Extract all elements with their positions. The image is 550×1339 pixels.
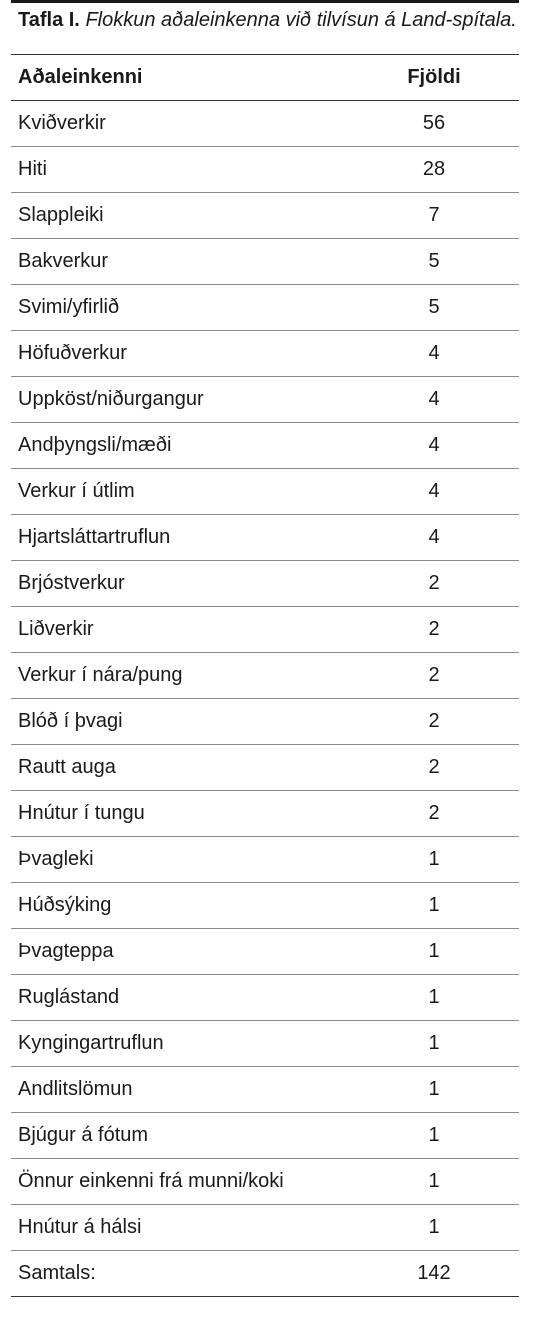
table-row [11, 1113, 519, 1159]
table-caption [11, 0, 519, 54]
symptom-count: 5 [428, 250, 440, 272]
symptom-name: Blóð í þvagi [18, 710, 123, 732]
symptom-name: Liðverkir [18, 618, 94, 640]
symptom-count: 2 [428, 618, 440, 640]
symptom-count: 2 [428, 664, 440, 686]
table-row [11, 239, 519, 285]
symptom-name: Hjartsláttartruflun [18, 526, 171, 548]
symptom-name: Svimi/yfirlið [18, 296, 120, 318]
total-row [11, 1251, 519, 1297]
table-row [11, 791, 519, 837]
table-row [11, 745, 519, 791]
symptom-name: Hiti [18, 158, 47, 180]
symptom-count: 1 [428, 848, 440, 870]
symptom-name: Rautt auga [18, 756, 116, 778]
symptom-count: 2 [428, 710, 440, 732]
symptom-table [11, 0, 519, 1297]
symptom-count: 1 [428, 894, 440, 916]
table-row [11, 1021, 519, 1067]
symptom-count: 2 [428, 802, 440, 824]
table-row [11, 1159, 519, 1205]
symptom-count: 4 [428, 480, 440, 502]
column-header-symptom: Aðaleinkenni [18, 66, 143, 88]
symptom-count: 28 [422, 158, 446, 180]
symptom-name: Höfuðverkur [18, 342, 127, 364]
table-row [11, 423, 519, 469]
symptom-name: Þvagteppa [18, 940, 114, 962]
symptom-name: Ruglástand [18, 986, 120, 1008]
symptom-count: 4 [428, 388, 440, 410]
symptom-count: 1 [428, 1170, 440, 1192]
symptom-count: 1 [428, 1124, 440, 1146]
symptom-name: Andlitslömun [18, 1078, 133, 1100]
table-row [11, 699, 519, 745]
symptom-name: Hnútur í tungu [18, 802, 145, 824]
symptom-name: Kyngingartruflun [18, 1032, 164, 1054]
symptom-name: Önnur einkenni frá munni/koki [18, 1170, 284, 1192]
caption-text: Flokkun aðaleinkenna við tilvísun á Land-spítala. [85, 9, 517, 31]
table-row [11, 377, 519, 423]
table-row [11, 837, 519, 883]
table-row [11, 975, 519, 1021]
symptom-count: 4 [428, 526, 440, 548]
symptom-name: Bjúgur á fótum [18, 1124, 149, 1146]
table-header [11, 54, 519, 101]
symptom-name: Slappleiki [18, 204, 104, 226]
table-body [11, 101, 519, 1251]
symptom-count: 1 [428, 1032, 440, 1054]
symptom-name: Þvagleki [18, 848, 94, 870]
total-count: 142 [417, 1262, 451, 1284]
symptom-name: Kviðverkir [18, 112, 106, 134]
symptom-name: Verkur í nára/pung [18, 664, 183, 686]
symptom-name: Brjóstverkur [18, 572, 125, 594]
symptom-count: 56 [422, 112, 446, 134]
symptom-count: 4 [428, 342, 440, 364]
symptom-name: Uppköst/niðurgangur [18, 388, 204, 410]
table-row [11, 883, 519, 929]
symptom-name: Hnútur á hálsi [18, 1216, 142, 1238]
symptom-count: 1 [428, 1078, 440, 1100]
symptom-count: 7 [428, 204, 440, 226]
symptom-count: 5 [428, 296, 440, 318]
column-header-count: Fjöldi [407, 66, 461, 88]
symptom-count: 4 [428, 434, 440, 456]
table-row [11, 653, 519, 699]
symptom-count: 2 [428, 572, 440, 594]
table-row [11, 147, 519, 193]
table-row [11, 469, 519, 515]
table-row [11, 515, 519, 561]
table-row [11, 1205, 519, 1251]
table-row [11, 331, 519, 377]
symptom-name: Bakverkur [18, 250, 109, 272]
table-row [11, 607, 519, 653]
table-row [11, 929, 519, 975]
total-label: Samtals: [18, 1262, 96, 1284]
symptom-count: 2 [428, 756, 440, 778]
symptom-name: Verkur í útlim [18, 480, 135, 502]
table-row [11, 1067, 519, 1113]
table-row [11, 561, 519, 607]
symptom-count: 1 [428, 986, 440, 1008]
table-row [11, 285, 519, 331]
table-row [11, 193, 519, 239]
table-row [11, 101, 519, 147]
symptom-name: Andþyngsli/mæði [18, 434, 172, 456]
symptom-name: Húðsýking [18, 894, 112, 916]
symptom-count: 1 [428, 940, 440, 962]
caption-label: Tafla I. [18, 9, 80, 31]
symptom-count: 1 [428, 1216, 440, 1238]
